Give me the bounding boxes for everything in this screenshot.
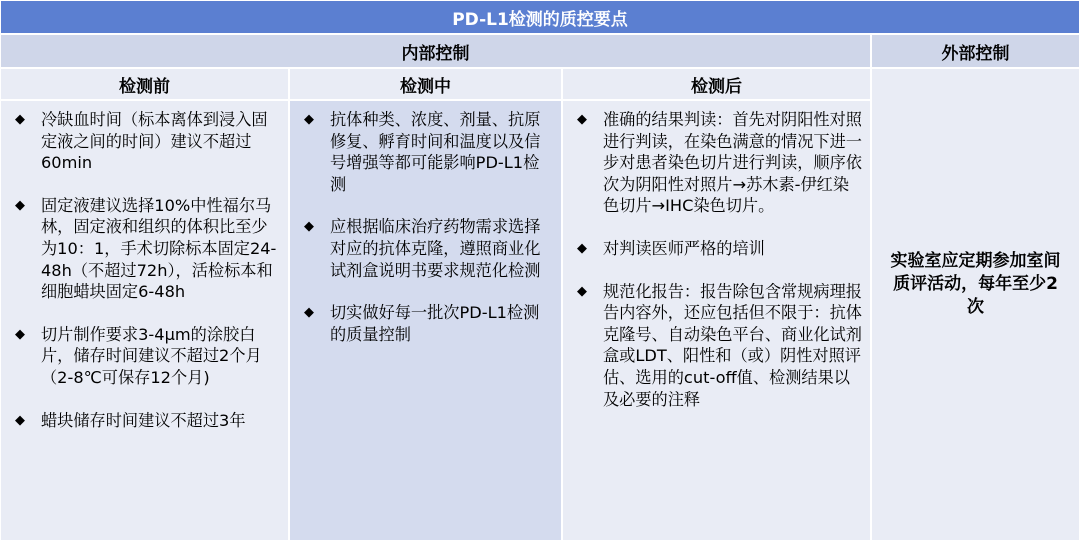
- post-test-list: [573, 109, 862, 410]
- table-title: PD-L1检测的质控要点: [0, 0, 1080, 34]
- diamond-bullet-icon: ◆: [577, 112, 587, 127]
- header-external-control: 外部控制: [871, 34, 1080, 68]
- header-internal-control: 内部控制: [0, 34, 871, 68]
- during-test-cell: [289, 100, 562, 541]
- list-item: ◆ 规范化报告：报告除包含常规病理报告内容外，还应包括但不限于：抗体克隆号、自动染色平台、商业化试剂盒或LDT、阳性和（或）阴性对照评估、选用的cut-off值、检测结果以及必要的注释: [577, 281, 862, 409]
- external-control-text: 实验室应定期参加室间质评活动，每年至少2次: [890, 251, 1061, 317]
- list-item: ◆ 准确的结果判读：首先对阴阳性对照进行判读，在染色满意的情况下进一步对患者染色切片进行判读，顺序依次为阴阳性对照片→苏木素-伊红染色切片→IHC染色切片。: [577, 110, 862, 216]
- subheader-pre-test: 检测前: [0, 68, 289, 100]
- diamond-bullet-icon: ◆: [15, 412, 25, 428]
- subheader-post-test: 检测后: [562, 68, 871, 100]
- list-item: ◆ 切片制作要求3-4μm的涂胶白片，储存时间建议不超过2个月（2-8℃可保存12个月): [15, 324, 262, 387]
- external-control-cell: [871, 68, 1080, 541]
- list-item: ◆ 固定液建议选择10%中性福尔马林，固定液和组织的体积比至少为10：1，手术切除标本固定24-48h（不超过72h），活检标本和细胞蜡块固定6-48h: [15, 195, 277, 302]
- during-test-list: [300, 109, 553, 345]
- diamond-bullet-icon: ◆: [577, 283, 587, 299]
- post-test-cell: [562, 100, 871, 541]
- diamond-bullet-icon: ◆: [577, 240, 587, 256]
- list-item: ◆ 切实做好每一批次PD-L1检测的质量控制: [304, 303, 540, 344]
- list-item: ◆ 抗体种类、浓度、剂量、抗原修复、孵育时间和温度以及信号增强等都可能影响PD-L1检测: [304, 110, 541, 194]
- diamond-bullet-icon: ◆: [304, 219, 314, 235]
- list-item: ◆ 冷缺血时间（标本离体到浸入固定液之间的时间）建议不超过60min: [15, 110, 268, 173]
- diamond-bullet-icon: ◆: [15, 326, 25, 342]
- list-item: ◆ 蜡块储存时间建议不超过3年: [15, 410, 246, 430]
- diamond-bullet-icon: ◆: [15, 112, 25, 127]
- pre-test-list: [11, 109, 280, 431]
- list-item: ◆ 应根据临床治疗药物需求选择对应的抗体克隆，遵照商业化试剂盒说明书要求规范化检测: [304, 217, 541, 280]
- subheader-during-test: 检测中: [289, 68, 562, 100]
- diamond-bullet-icon: ◆: [304, 112, 314, 127]
- list-item: ◆ 对判读医师严格的培训: [577, 238, 765, 258]
- diamond-bullet-icon: ◆: [15, 197, 25, 213]
- pre-test-cell: [0, 100, 289, 541]
- diamond-bullet-icon: ◆: [304, 305, 314, 321]
